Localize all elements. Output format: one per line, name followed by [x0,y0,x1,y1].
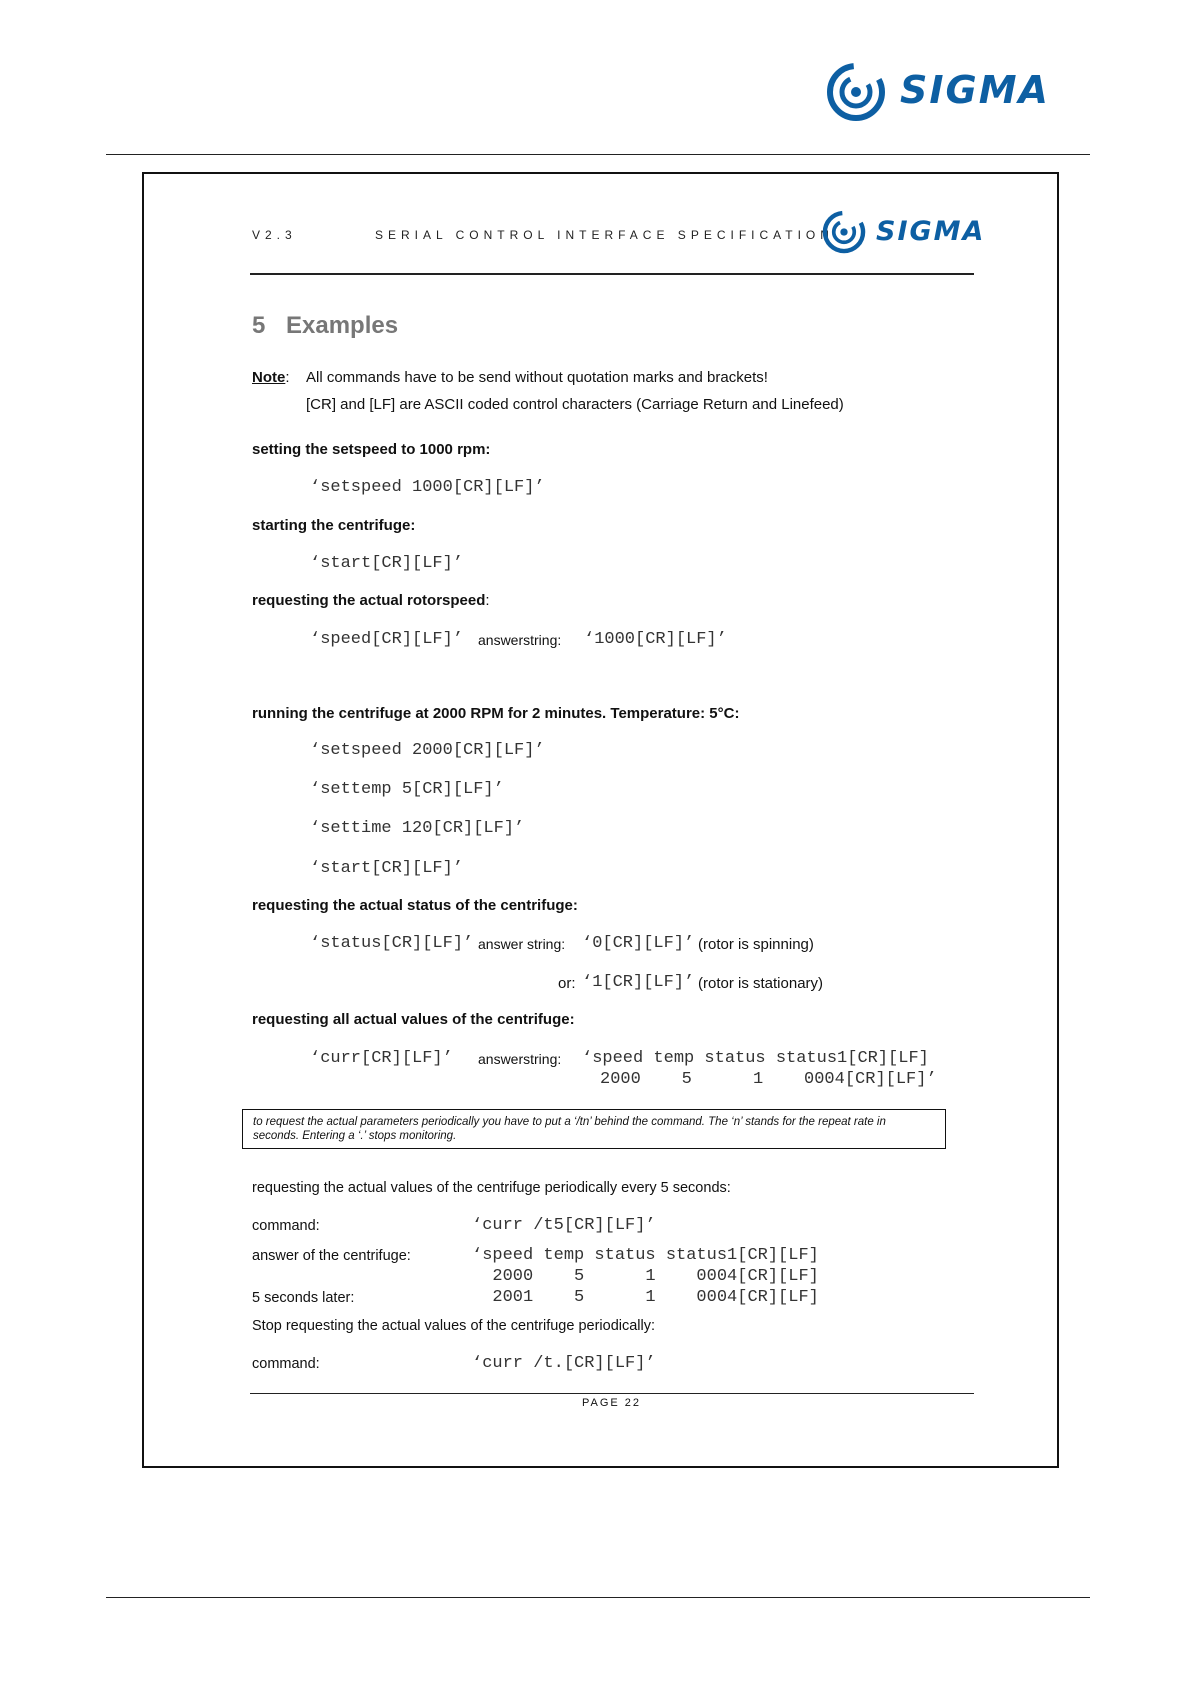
ex4-code-1: ‘setspeed 2000[CR][LF]’ [310,741,545,760]
section-title: Examples [286,312,399,339]
periodic-command-label: command: [252,1218,320,1234]
note-label-text: Note [252,369,286,386]
bottom-rule [106,1597,1090,1598]
ex4-code-3: ‘settime 120[CR][LF]’ [310,819,525,838]
ex3-code: ‘speed[CR][LF]’ [310,630,464,649]
ex5-answer-1: ‘0[CR][LF]’ [582,934,695,953]
periodic-answer-label: answer of the centrifuge: [252,1248,411,1264]
doc-logo [822,210,1022,256]
ex3-answer-label: answerstring: [478,632,562,648]
note-label-colon: : [285,369,290,386]
doc-title: SERIAL CONTROL INTERFACE SPECIFICATION [375,228,834,242]
periodic-stop-text: Stop requesting the actual values of the centrifuge periodically: [252,1318,656,1334]
ex2-title: starting the centrifuge: [252,517,416,534]
periodic-stop-command-label: command: [252,1356,320,1372]
doc-footer-rule [250,1393,974,1394]
ex5-answer-2-note: (rotor is stationary) [698,975,824,992]
ex6-answer-line-2: 2000 5 1 0004[CR][LF]’ [600,1070,937,1089]
info-box [242,1109,946,1149]
doc-header-rule [250,273,974,275]
ex5-answer-1-note: (rotor is spinning) [698,936,814,953]
ex3-title [252,592,490,609]
sigma-swirl-icon [826,62,886,122]
periodic-command: ‘curr /t5[CR][LF]’ [472,1216,656,1235]
ex3-title-text: requesting the actual rotorspeed [252,592,486,609]
ex6-code: ‘curr[CR][LF]’ [310,1049,453,1068]
ex5-code: ‘status[CR][LF]’ [310,934,474,953]
page-logo [826,60,1086,124]
doc-version: V2.3 [252,228,297,242]
ex4-code-4: ‘start[CR][LF]’ [310,859,464,878]
page-logo-text: SIGMA [900,68,1050,112]
periodic-answer-line-2: 2000 5 1 0004[CR][LF] [472,1267,819,1286]
note-line-2: [CR] and [LF] are ASCII coded control characters (Carriage Return and Linefeed) [306,396,844,413]
sigma-swirl-icon [822,210,866,254]
ex1-title: setting the setspeed to 1000 rpm: [252,441,491,458]
ex5-or-label: or: [558,975,576,992]
doc-logo-text: SIGMA [876,216,986,247]
note-line-1: All commands have to be send without quotation marks and brackets! [306,369,768,386]
ex6-answer-line-1: ‘speed temp status status1[CR][LF] [582,1049,929,1068]
periodic-intro: requesting the actual values of the centrifuge periodically every 5 seconds: [252,1180,731,1196]
periodic-answer-line-3: 2001 5 1 0004[CR][LF] [472,1288,819,1307]
note-label [252,369,290,386]
ex6-title: requesting all actual values of the centrifuge: [252,1011,575,1028]
ex4-code-2: ‘settemp 5[CR][LF]’ [310,780,504,799]
page-number: PAGE 22 [582,1397,642,1409]
ex5-title: requesting the actual status of the centrifuge: [252,897,578,914]
periodic-answer-line-1: ‘speed temp status status1[CR][LF] [472,1246,819,1265]
section-number: 5 [252,312,266,339]
periodic-stop-command: ‘curr /t.[CR][LF]’ [472,1354,656,1373]
ex3-answer: ‘1000[CR][LF]’ [584,630,727,649]
ex2-code: ‘start[CR][LF]’ [310,554,464,573]
ex4-title: running the centrifuge at 2000 RPM for 2 minutes. Temperature: 5°C: [252,705,740,722]
ex5-answer-2: ‘1[CR][LF]’ [582,973,695,992]
info-box-text: to request the actual parameters periodically you have to put a ‘/tn’ behind the command. The ‘n’ stands for the repeat rate in seconds. Entering a ‘.’ stops monitoring. [253,1116,886,1142]
ex1-code: ‘setspeed 1000[CR][LF]’ [310,478,545,497]
top-rule [106,154,1090,155]
periodic-later-label: 5 seconds later: [252,1290,355,1306]
ex3-title-colon: : [485,592,490,609]
ex5-answer-label: answer string: [478,936,566,952]
ex6-answer-label: answerstring: [478,1051,562,1067]
